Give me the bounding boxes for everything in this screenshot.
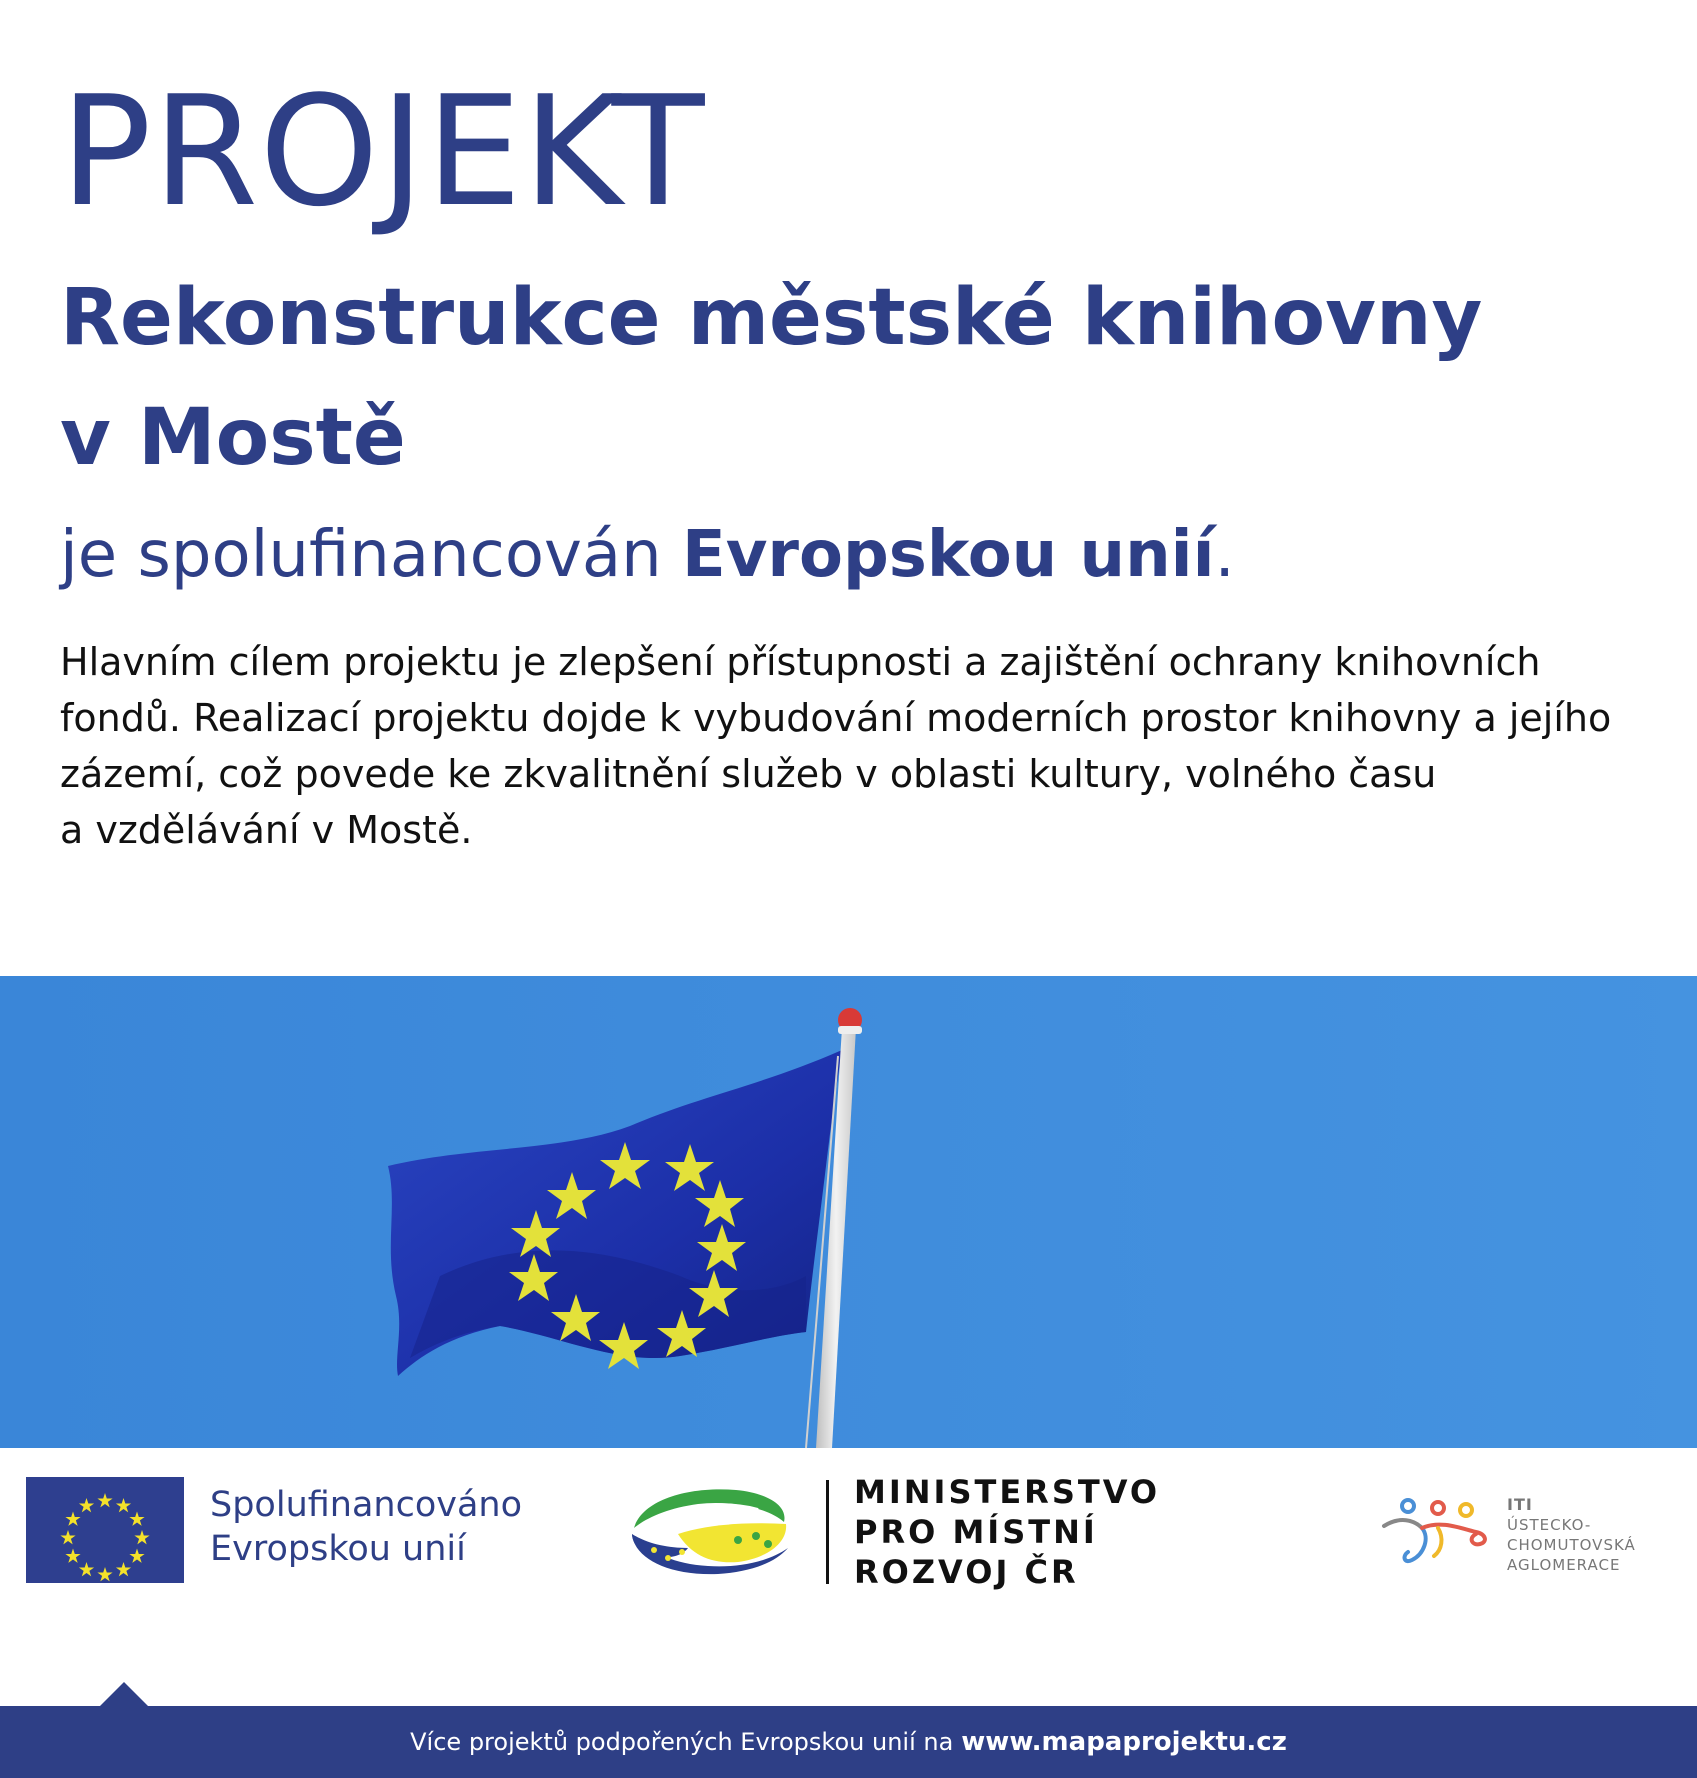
iti-logo-icon — [1380, 1498, 1492, 1568]
ministry-line3: ROZVOJ ČR — [854, 1553, 1079, 1591]
description-line: Hlavním cílem projektu je zlepšení přístupnosti a zajištění ochrany knihovních — [60, 640, 1541, 684]
cofinancing-entity: Evropskou unií — [681, 518, 1215, 592]
iti-label — [1507, 1495, 1697, 1575]
ministry-label — [854, 1472, 1160, 1592]
project-name-line2: v Mostě — [60, 393, 406, 483]
project-name-line1: Rekonstrukce městské knihovny — [60, 273, 1483, 363]
eu-flag-photo — [0, 976, 1697, 1448]
cofinancing-suffix: . — [1214, 518, 1235, 592]
ministry-line2: PRO MÍSTNÍ — [854, 1513, 1098, 1551]
eu-flag-photo-illustration — [0, 976, 1697, 1448]
footer-text: Více projektů podpořených Evropskou unií na — [410, 1728, 954, 1756]
logo-divider — [826, 1480, 829, 1584]
cofinancing-prefix: je spolufinancován — [60, 518, 662, 592]
eu-label-line2: Evropskou unií — [210, 1529, 466, 1569]
project-description — [60, 634, 1660, 858]
description-line: a vzdělávání v Mostě. — [60, 808, 473, 852]
footer-bar — [0, 1706, 1697, 1778]
project-name — [60, 258, 1620, 498]
cofinancing-statement — [60, 515, 1235, 595]
eu-cofinanced-label — [210, 1483, 522, 1571]
eu-flag-icon — [26, 1477, 184, 1583]
mmr-logo-icon — [628, 1478, 792, 1578]
eu-label-line1: Spolufinancováno — [210, 1485, 523, 1525]
page-title: PROJEKT — [60, 63, 706, 240]
iti-label-line3: AGLOMERACE — [1507, 1556, 1621, 1574]
footer-link[interactable]: www.mapaprojektu.cz — [961, 1727, 1287, 1757]
description-line: zázemí, což povede ke zkvalitnění služeb v oblasti kultury, volného času — [60, 752, 1437, 796]
ministry-line1: MINISTERSTVO — [854, 1473, 1161, 1511]
description-line: fondů. Realizací projektu dojde k vybudování moderních prostor knihovny a jejího — [60, 696, 1612, 740]
iti-label-line1: ITI — [1507, 1495, 1533, 1514]
footer-tab-triangle — [98, 1682, 150, 1708]
iti-label-line2: ÚSTECKO-CHOMUTOVSKÁ — [1507, 1516, 1636, 1554]
